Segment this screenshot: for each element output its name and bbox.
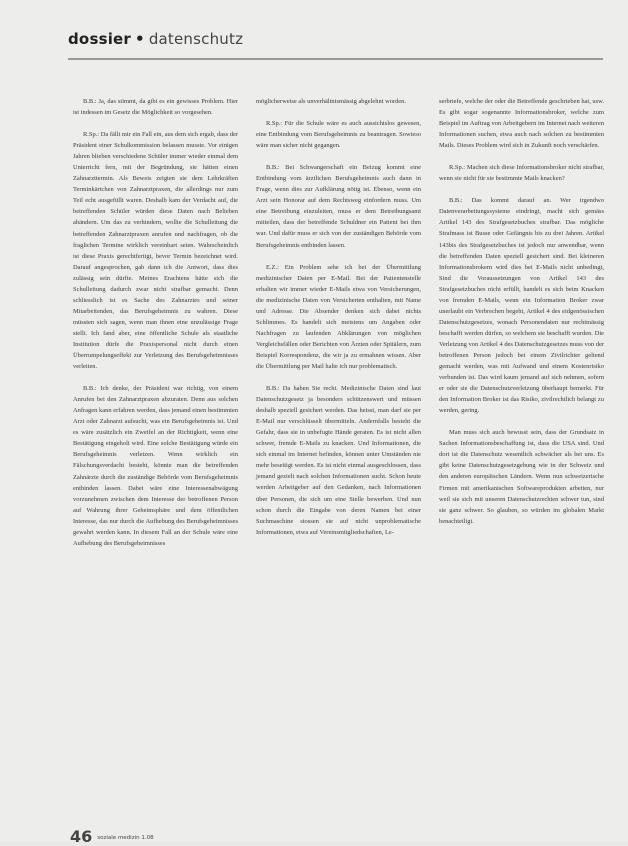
header-bullet: • <box>135 30 145 48</box>
publication-source: soziale medizin 1.08 <box>97 835 154 841</box>
topic-label: datenschutz <box>148 30 244 48</box>
paragraph: B.B.: Bei Schwangerschaft ein Beizug kommt eine Entbindung vom ärztlichen Berufsgeheimnis auch dann in Frage, wenn dies zur Aufklärung nötig ist. Ebenso, wenn ein Arzt sein Honorar auf dem Rechtsweg einfordern muss. Um eine Betreibung einzuleiten, muss er dem Betreibungsamt mitteilen, dass der betreffende Schuldner ein Patient bei ihm war. Und dafür muss er sich von der zuständigen Behörde vom Berufsgeheimnis entbinden lassen. <box>256 164 421 249</box>
page-number: 46 <box>70 827 93 846</box>
text-column-2 <box>256 96 421 538</box>
paragraph: R.Sp.: Da fällt mir ein Fall ein, aus dem sich ergab, dass der Präsident einer Schulkommission belassen musste. Vor einigen Jahren blieben verschiedene Schüler immer wieder einmal dem Unterricht fern, mit der Begründung, sie hätten einen Zahnarzttermin. Als Beweis zeigten sie dem Lehrkräften Terminkärtchen von Zahnarztpraxen, die allerdings nur zum Teil echt ausgefüllt waren. Deshalb kam der Verdacht auf, die betreffenden Schüler würden diese Daten nach Belieben abändern. Um das zu verhindern, wollte die Schulleitung die betreffenden Zahnarztpraxen anrufen und nachfragen, ob die fraglichen Termine wirklich vereinbart seien. Wahrscheinlich ist diese Praxis gerechtfertigt, bevor Termin bezeichnet wird. Darauf angesprochen, gab dann ich die Antwort, dass dies zulässig sein dürfte. Meines Erachtens hätte sich die Schulleitung dadurch zwar nicht strafbar gemacht. Denn schliesslich ist es Sache des Zahnarztes und seiner Mitarbeitenden, das Berufsgeheimnis zu wahren. Diese müssten sich sagen, wenn man ihnen eine unzulässige Frage stellt. Ich fand aber, eine öffentliche Schule als staatliche Institution dürfe die Praxispersonal nicht durch einen Überrumpelungseffekt zur Verletzung des Berufsgeheimnisses verleiten. <box>73 131 238 371</box>
paragraph: B.B.: Ja, das stimmt, da gibt es ein gewisses Problem. Hier ist indessen im Gesetz die Möglichkeit so vorgesehen. <box>73 98 238 117</box>
paragraph: serbriefe, welche der oder die Betreffende geschrieben hat, usw. Es gibt sogar sogenannte Informationsbroker, welche zum Beispiel im Auftrag von Arbeitgebern im Internet nach weiteren Informationen suchen, etwa auch nach solchen zu bestimmten Mails. Dieses Problem wird sich in Zukunft noch verschärfen. <box>439 98 604 150</box>
paragraph: Man muss sich auch bewusst sein, dass der Grundsatz in Sachen Informationsbeschaffung ist, dass die USA sind. Und dort ist die Datenschutz wesentlich schwächer als bei uns. Es gibt keine Datenschutzgesetzgebung wie in der Schweiz und den anderen europäischen Ländern. Wenn nun schweizerische Firmen mit amerikanischen Softwareprodukten arbeiten, nur weil sie sich mit unseren Datenschutzrechten schwer tun, sind sie ganz schwer. So glauben, so würden im globalen Markt benachteiligt. <box>439 429 604 525</box>
paragraph: E.Z.: Ein Problem sehe ich bei der Übermittlung medizinischer Daten per E-Mail. Bei der Patientenstelle erhalten wir immer wieder E-Mails etwa von Versicherungen, die medizinische Daten von Versicherten enthalten, mit Name und Adresse. Die Absender denken sich dabei nichts Schlimmes. Es handelt sich meistens um Angaben oder Nachfragen zu laufenden Abklärungen von möglichen Vergleichsfällen oder Berichten von Ärzten oder Spitälern, zum Beispiel Korrespondenz, die wir ja zu ermahnen wissen. Aber die Übermittlung per Mail halte ich nur problematisch. <box>256 263 421 370</box>
section-label: dossier <box>68 30 132 48</box>
paragraph: möglicherweise als unverhältnismässig abgelehnt worden. <box>256 98 406 105</box>
page-header <box>68 30 243 48</box>
paragraph: R.Sp.: Machen sich diese Informationsbroker nicht strafbar, wenn sie nicht für sie bestimmte Mails knacken? <box>439 164 604 183</box>
header-rule <box>68 58 603 60</box>
paragraph: B.B.: Da haben Sie recht. Medizinische Daten sind laut Datenschutzgesetz ja besonders schützenswert und müssen deshalb speziell gesichert werden. Das heisst, man darf sie per E-Mail nur verschlüsselt übermitteln. Andernfalls besteht die Gefahr, dass sie in unbefugte Hände geraten. Es ist nicht allen schwer, fremde E-Mails zu knacken. Und Informationen, die sich einmal im Internet befinden, können unter Umständen nie mehr beseitigt werden. Es ist nicht einmal ausgeschlossen, dass jemand gezielt nach solchen Informationen sucht. Schon heute werden Arbeitgeber auf den Gedanken, nach Informationen über Personen, die sich um eine Stelle bewerben. Und nun schon durch die Eingabe von deren Namen bei einer Suchmaschine stossen sie auf nicht unproblematische Informationen, etwa auf Vereinsmitgliedschaften, Le- <box>256 385 421 536</box>
text-column-1 <box>73 96 238 549</box>
paragraph: B.B.: Ich denke, der Präsident war richtig, von einem Anrufen bei den Zahnarztpraxen abzuraten. Denn aus solchen Anfragen kann erfahren werden, dass jemand einen bestimmten Arzt oder Zahnarzt aufsucht, was ein Berufsgeheimnis ist. Und es wäre zusätzlich ein Zweifel an der Richtigkeit, wenn eine Bestätigung eingeholt wird. Eine solche Bestätigung würde ein Berufsgeheimnis verletzen. Wenn wirklich ein Fälschungsverdacht besteht, könnte man die betreffenden Zahnärzte durch die zuständige Behörde vom Berufsgeheimnis entbinden lassen. Dabei wäre eine Interessenabwägung vorzunehmen zwischen dem Interesse der betroffenen Person auf Wahrung ihrer Geheimsphäre und dem öffentlichen Interesse, das nur durch die Aufhebung des Berufsgeheimnisses gewahrt werden kann. In diesem Fall an der Schule wäre eine Aufhebung des Berufsgeheimnisses <box>73 385 238 547</box>
page-footer <box>70 827 154 846</box>
paragraph: B.B.: Das kommt darauf an. Wer irgendwo Datenverarbeitungssysteme eindringt, macht sich gemäss Artikel 143 des Strafgesetzbuches strafbar. Das mögliche Strafmass ist Busse oder Gefängnis bis zu drei Jahren. Artikel 143bis des Strafgesetzbuches ist jedoch nur anwendbar, wenn die betreffenden Daten speziell gesichert sind. Bei kleineren Informationsbrokern wird dies bei E-Mails nicht unbedingt, Sind die Voraussetzungen von Artikel 143 des Strafgesetzbuches nicht erfüllt, handelt es sich beim Knacken von fremden E-Mails, wenn ein Information Broker zwar unerlaubt ein Verbrechen begeht, Artikel 4 des eidgenössischen Datenschutzgesetzes, wonach Personendaten nur rechtmässig beschafft werden dürfen, so welchem sie beschafft wurden. Die Verletzung von Artikel 4 des Datenschutzgesetzes muss von der betroffenen Person jedoch bei einem Zivilrichter geltend gemacht werden, was mit Aufwand und einem Kostenrisiko verbunden ist. Das wird kaum jemand auf sich nehmen, sofern er oder sie die Datenschutzverletzung überhaupt bemerkt. Für den Information Broker ist das Risiko, zivilrechtlich belangt zu werden, gering. <box>439 197 604 415</box>
paragraph: R.Sp.: Für die Schule wäre es auch aussichtslos gewesen, eine Entbindung vom Berufsgeheimnis zu beantragen. Sowieso wäre man sicher nicht gegangen. <box>256 120 421 150</box>
text-column-3 <box>439 96 604 527</box>
